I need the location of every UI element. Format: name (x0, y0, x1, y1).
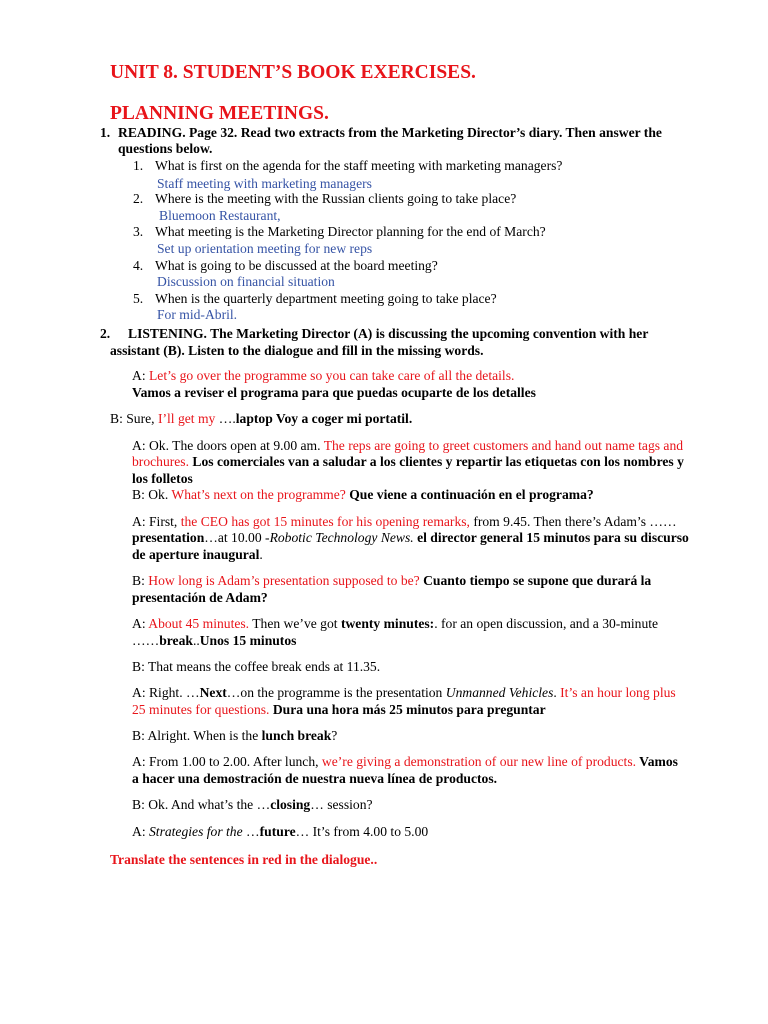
dialogue-line: B: Sure, I’ll get my ….laptop Voy a coger mi portatil. (110, 411, 413, 426)
reading-instruction-line1: READING. Page 32. Read two extracts from the Marketing Director’s diary. Then answer the (118, 125, 662, 140)
dialogue-line: B: Ok. And what’s the …closing… session? (132, 797, 373, 812)
answer-text: Bluemoon Restaurant, (159, 208, 281, 223)
dialogue-line: A: Strategies for the …future… It’s from 4.00 to 5.00 (132, 824, 429, 839)
listening-instruction-line2: assistant (B). Listen to the dialogue and fill in the missing words. (110, 343, 484, 358)
question-number: 1. (133, 158, 144, 173)
reading-number: 1. (100, 125, 111, 140)
dialogue-line: A: From 1.00 to 2.00. After lunch, we’re giving a demonstration of our new line of products. Vamos (132, 754, 678, 769)
answer-text: For mid-Abril. (157, 307, 238, 322)
question-text: What meeting is the Marketing Director planning for the end of March? (155, 224, 546, 239)
answer-text: Staff meeting with marketing managers (157, 176, 372, 191)
answer-text: Set up orientation meeting for new reps (157, 241, 373, 256)
listening-number: 2. (100, 326, 111, 341)
dialogue-line: A: First, the CEO has got 15 minutes for his opening remarks, from 9.45. Then there’s Adam’s …… (132, 514, 677, 529)
dialogue-line: A: About 45 minutes. Then we’ve got twenty minutes:. for an open discussion, and a 30-minute (132, 616, 659, 631)
question-text: What is going to be discussed at the board meeting? (155, 258, 438, 273)
dialogue-translation: presentación de Adam? (132, 590, 268, 605)
section-title: PLANNING MEETINGS. (110, 103, 329, 124)
listening-instruction-line1: LISTENING. The Marketing Director (A) is discussing the upcoming convention with her (128, 326, 649, 341)
question-number: 3. (133, 224, 144, 239)
dialogue-translation: a hacer una demostración de nuestra nueva línea de productos. (132, 771, 498, 786)
question-number: 4. (133, 258, 144, 273)
dialogue-line: A: Let’s go over the programme so you can take care of all the details. (132, 368, 515, 383)
dialogue-line: A: Ok. The doors open at 9.00 am. The reps are going to greet customers and hand out name tags and (132, 438, 684, 453)
unit-title: UNIT 8. STUDENT’S BOOK EXERCISES. (110, 62, 476, 83)
dialogue-line: B: Ok. What’s next on the programme? Que viene a continuación en el programa? (132, 487, 594, 502)
question-number: 5. (133, 291, 144, 306)
question-text: Where is the meeting with the Russian clients going to take place? (155, 191, 517, 206)
question-number: 2. (133, 191, 144, 206)
dialogue-line: B: How long is Adam’s presentation supposed to be? Cuanto tiempo se supone que durará la (132, 573, 652, 588)
reading-instruction-line2: questions below. (118, 141, 213, 156)
footer-instruction: Translate the sentences in red in the dialogue.. (110, 852, 378, 867)
dialogue-line: B: Alright. When is the lunch break? (132, 728, 338, 743)
dialogue-translation: los folletos (132, 471, 193, 486)
dialogue-line: brochures. Los comerciales van a saludar a los clientes y repartir las etiquetas con los nombres y (132, 454, 684, 469)
dialogue-line: A: Right. …Next…on the programme is the presentation Unmanned Vehicles. It’s an hour long plus (132, 685, 676, 700)
dialogue-line: 25 minutes for questions. Dura una hora más 25 minutos para preguntar (132, 702, 546, 717)
dialogue-line: B: That means the coffee break ends at 11.35. (132, 659, 381, 674)
answer-text: Discussion on financial situation (157, 274, 335, 289)
dialogue-line: presentation…at 10.00 -Robotic Technology News. el director general 15 minutos para su discurso (132, 530, 689, 545)
question-text: When is the quarterly department meeting going to take place? (155, 291, 497, 306)
dialogue-translation: Vamos a reviser el programa para que puedas ocuparte de los detalles (132, 385, 536, 400)
dialogue-line: de aperture inaugural. (132, 547, 263, 562)
dialogue-line: ……break..Unos 15 minutos (132, 633, 297, 648)
question-text: What is first on the agenda for the staff meeting with marketing managers? (155, 158, 563, 173)
